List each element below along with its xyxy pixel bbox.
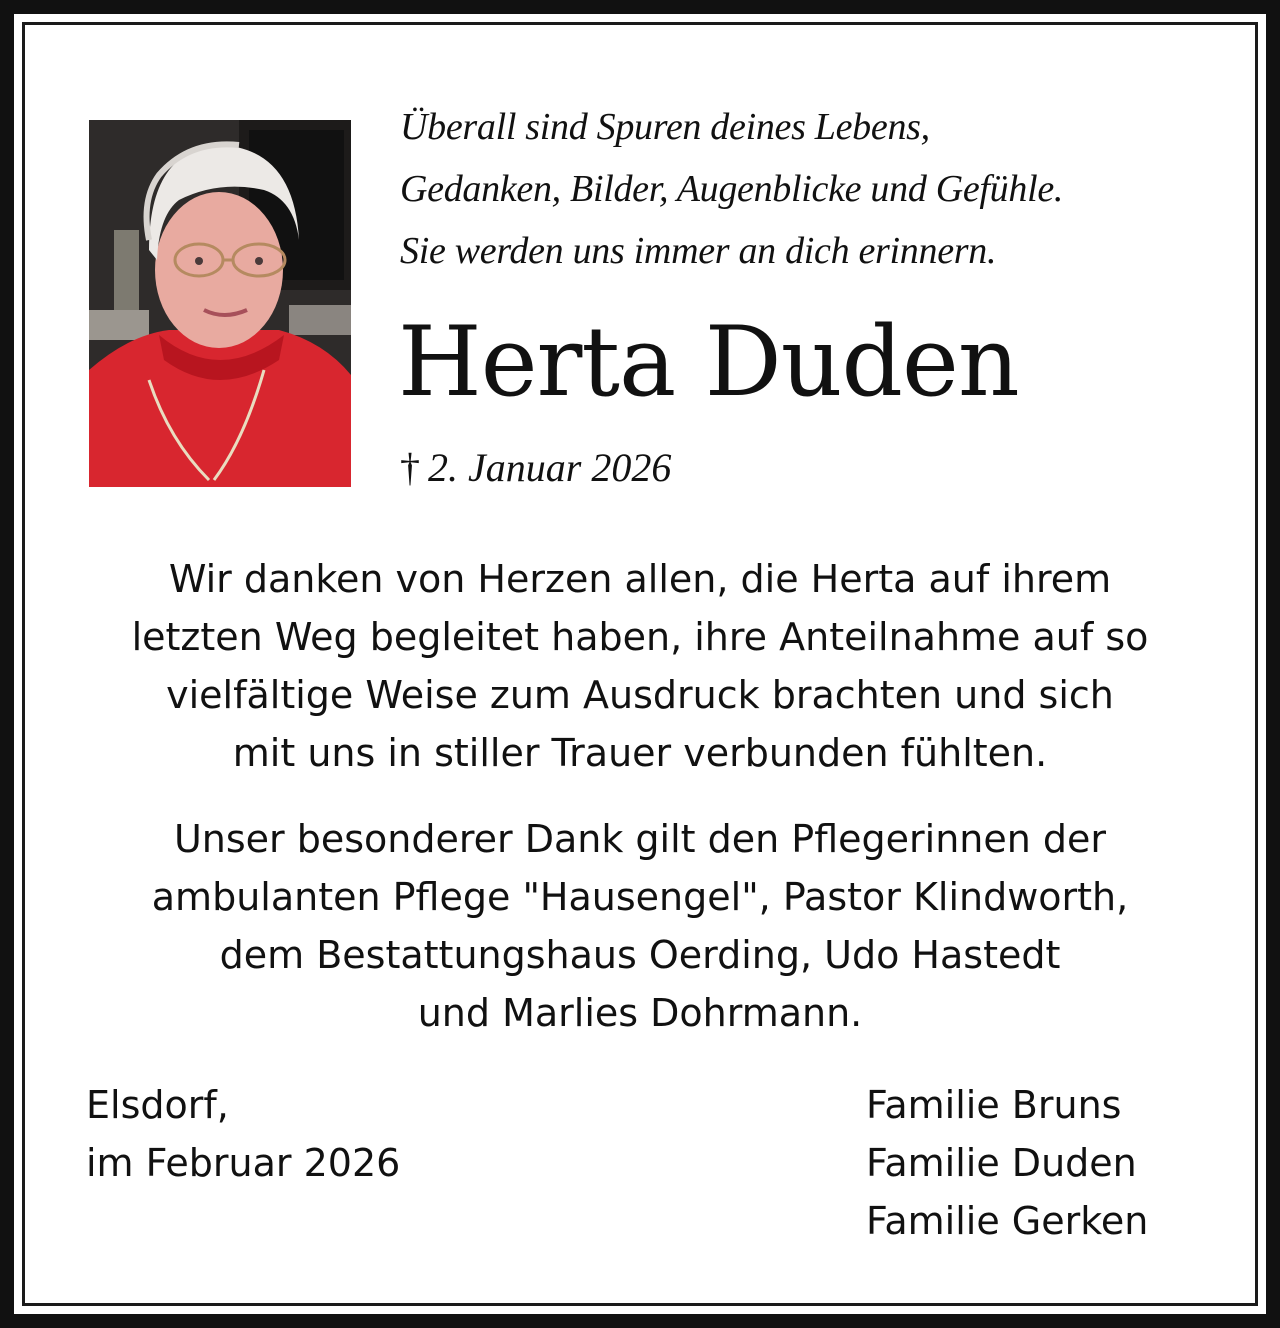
text-line: dem Bestattungshaus Oerding, Udo Hastedt bbox=[219, 933, 1061, 977]
death-date: 2. Januar 2026 bbox=[428, 445, 672, 490]
family-name: Familie Gerken bbox=[866, 1199, 1149, 1243]
text-line: und Marlies Dohrmann. bbox=[417, 991, 863, 1035]
text-line: Unser besonderer Dank gilt den Pflegerinnen der bbox=[173, 817, 1107, 861]
place: Elsdorf, bbox=[86, 1083, 229, 1127]
text-line: letzten Weg begleitet haben, ihre Anteilnahme auf so bbox=[131, 615, 1149, 659]
family-name: Familie Bruns bbox=[866, 1083, 1122, 1127]
text-line: mit uns in stiller Trauer verbunden fühlten. bbox=[232, 731, 1048, 775]
deceased-name: Herta Duden bbox=[398, 306, 1019, 418]
verse-line: Überall sind Spuren deines Lebens, bbox=[400, 106, 930, 148]
thanks-paragraph-2 bbox=[40, 810, 1240, 1042]
text-line: vielfältige Weise zum Ausdruck brachten und sich bbox=[166, 673, 1114, 717]
verse-line: Sie werden uns immer an dich erinnern. bbox=[400, 230, 997, 272]
death-date-line bbox=[400, 438, 671, 498]
date: im Februar 2026 bbox=[86, 1141, 401, 1185]
cross-icon: † bbox=[400, 445, 420, 490]
memorial-verse bbox=[400, 96, 1240, 282]
portrait-photo bbox=[89, 120, 351, 487]
family-name: Familie Duden bbox=[866, 1141, 1137, 1185]
verse-line: Gedanken, Bilder, Augenblicke und Gefühle. bbox=[400, 168, 1064, 210]
thanks-paragraph-1 bbox=[40, 550, 1240, 782]
text-line: Wir danken von Herzen allen, die Herta auf ihrem bbox=[168, 557, 1112, 601]
family-signatures bbox=[866, 1076, 1148, 1250]
text-line: ambulanten Pflege "Hausengel", Pastor Klindworth, bbox=[151, 875, 1129, 919]
place-date bbox=[86, 1076, 400, 1192]
